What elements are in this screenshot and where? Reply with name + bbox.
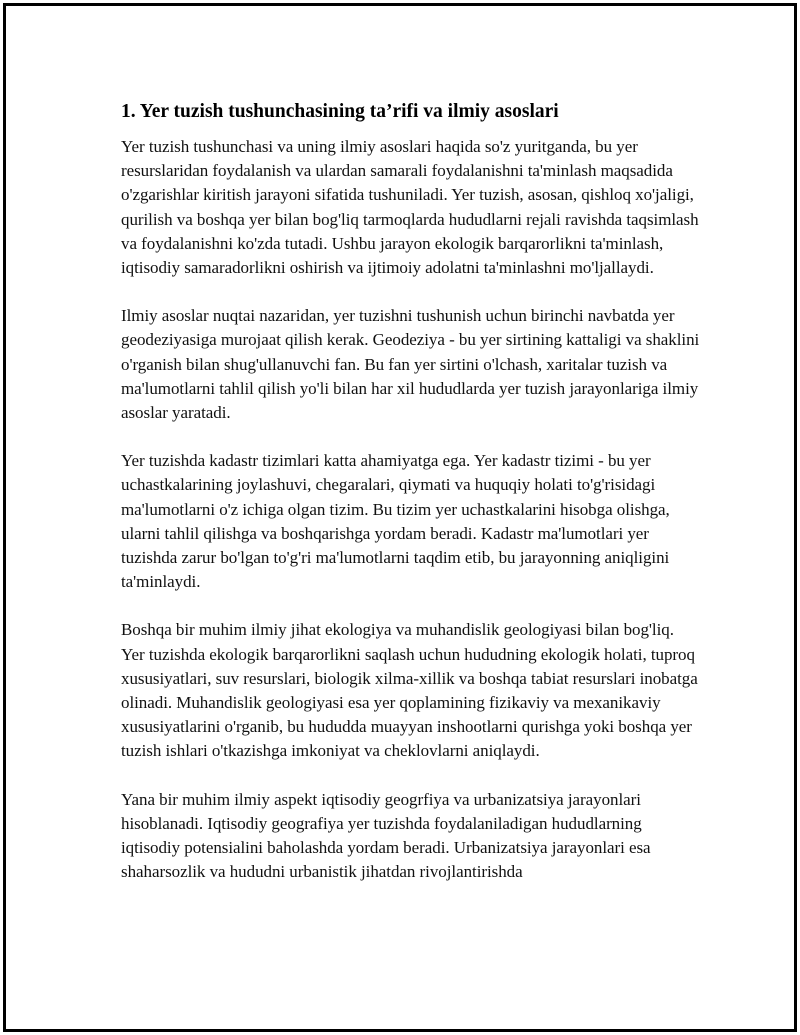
document-body xyxy=(121,99,701,908)
page-frame xyxy=(3,3,797,1032)
paragraph-4: Boshqa bir muhim ilmiy jihat ekologiya va muhandislik geologiyasi bilan bog'liq. Yer tuzishda ekologik barqarorlikni saqlash uchun hududning ekologik holati, tuproq xususiyatlari, suv resurslari, biologik xilma-xillik va boshqa tabiat resurslari inobatga olinadi. Muhandislik geologiyasi esa yer qoplamining fizikaviy va mexanikaviy xususiyatlarini o'rganib, bu hududda muayyan inshootlarni qurishga yoki boshqa yer tuzish ishlari o'tkazishga imkoniyat va cheklovlarni aniqlaydi. xyxy=(121,620,698,761)
paragraph-1: Yer tuzish tushunchasi va uning ilmiy asoslari haqida so'z yuritganda, bu yer resurslaridan foydalanish va ulardan samarali foydalanishni ta'minlash maqsadida o'zgarishlar kiritish jarayoni sifatida tushuniladi. Yer tuzish, asosan, qishloq xo'jaligi, qurilish va boshqa yer bilan bog'liq tarmoqlarda hududlarni rejali ravishda taqsimlash va foydalanishni ko'zda tutadi. Ushbu jarayon ekologik barqarorlikni ta'minlash, iqtisodiy samaradorlikni oshirish va ijtimoiy adolatni ta'minlashni mo'ljallaydi. xyxy=(121,137,699,278)
paragraph-3: Yer tuzishda kadastr tizimlari katta ahamiyatga ega. Yer kadastr tizimi - bu yer uchastkalarining joylashuvi, chegaralari, qiymati va huquqiy holati to'g'risidagi ma'lumotlarni o'z ichiga olgan tizim. Bu tizim yer uchastkalarini hisobga olishga, ularni tahlil qilishga va boshqarishga yordam beradi. Kadastr ma'lumotlari yer tuzishda zarur bo'lgan to'g'ri ma'lumotlarni taqdim etib, bu jarayonning aniqligini ta'minlaydi. xyxy=(121,451,670,592)
paragraph-5: Yana bir muhim ilmiy aspekt iqtisodiy geogrfiya va urbanizatsiya jarayonlari hisoblanadi. Iqtisodiy geografiya yer tuzishda foydalaniladigan hududlarning iqtisodiy potensialini baholashda yordam beradi. Urbanizatsiya jarayonlari esa shaharsozlik va hududni urbanistik jihatdan rivojlantirishda xyxy=(121,789,651,882)
section-heading: 1. Yer tuzish tushunchasining ta’rifi va ilmiy asoslari xyxy=(121,101,559,122)
paragraph-2: Ilmiy asoslar nuqtai nazaridan, yer tuzishni tushunish uchun birinchi navbatda yer geodeziyasiga murojaat qilish kerak. Geodeziya - bu yer sirtining kattaligi va shaklini o'rganish bilan shug'ullanuvchi fan. Bu fan yer sirtini o'lchash, xaritalar tuzish va ma'lumotlarni tahlil qilish yo'li bilan har xil hududlarda yer tuzish jarayonlariga ilmiy asoslar yaratadi. xyxy=(121,306,700,423)
